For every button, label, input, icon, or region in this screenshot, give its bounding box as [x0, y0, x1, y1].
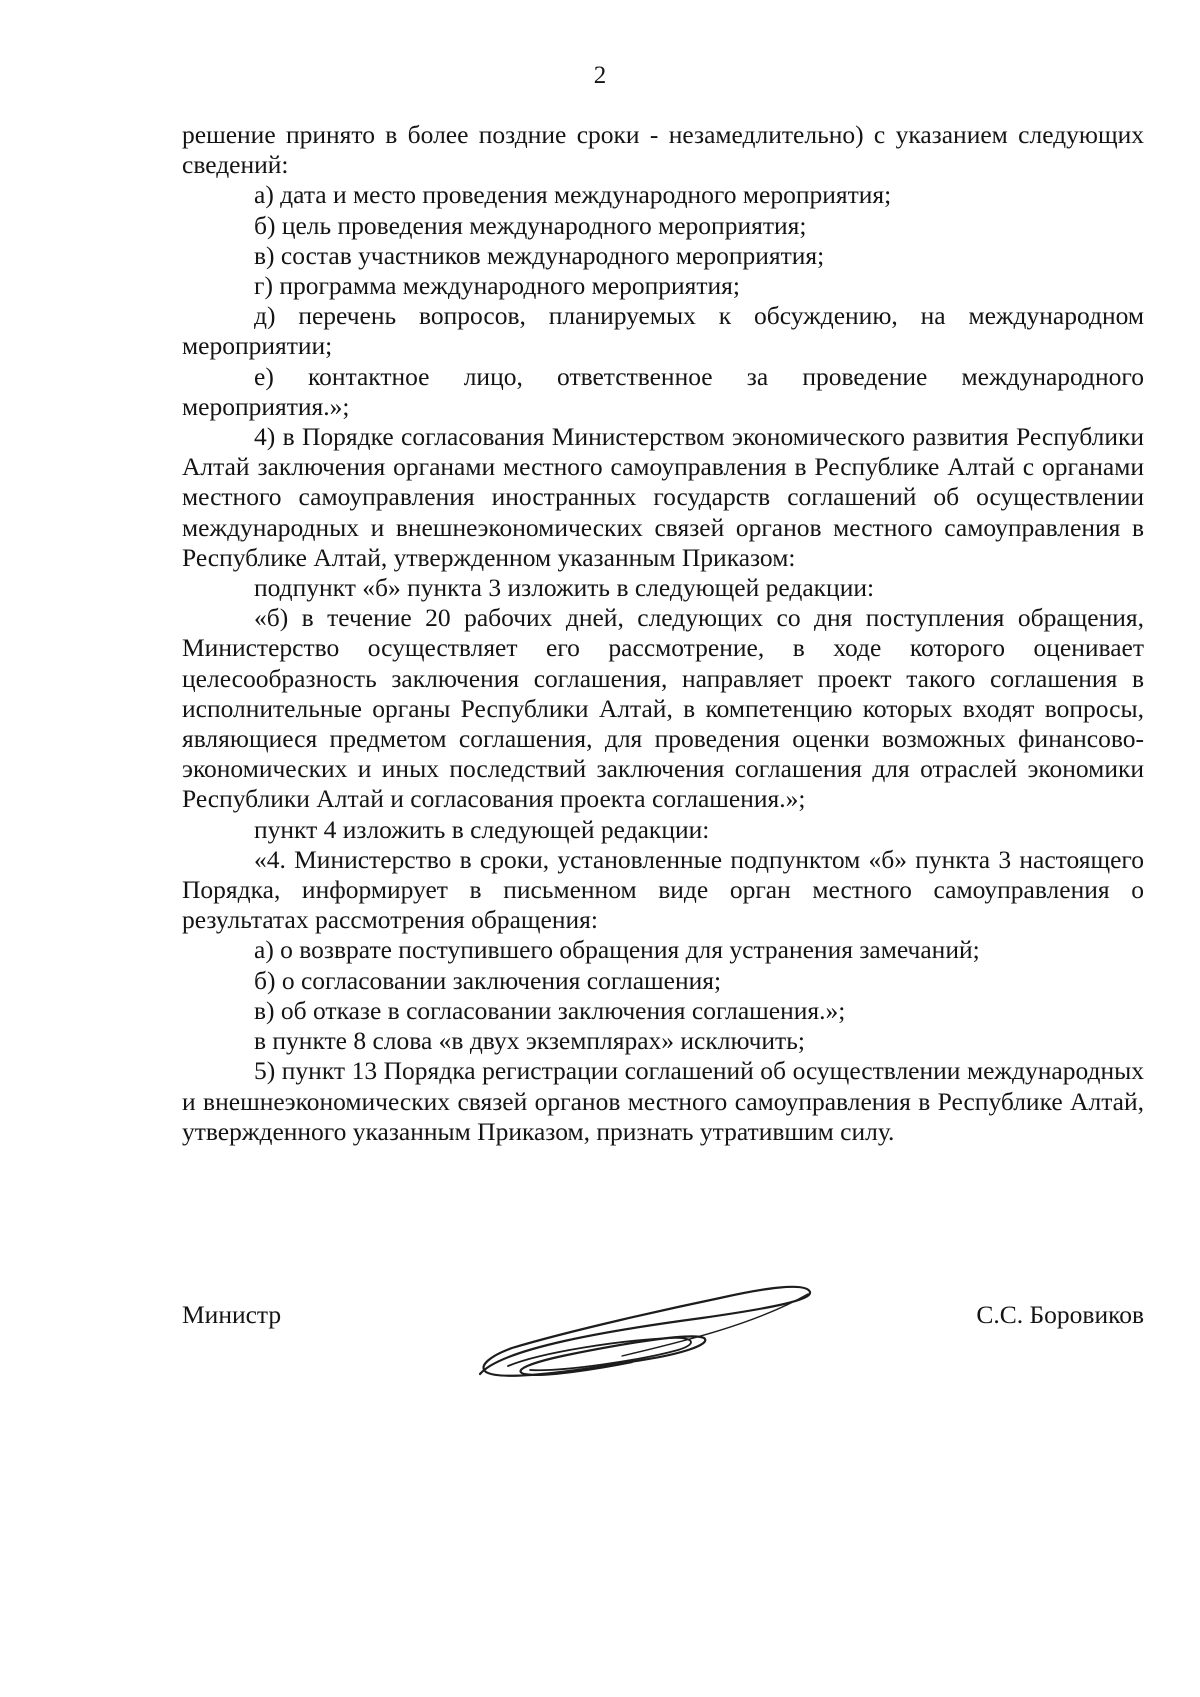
signatory-name: С.С. Боровиков	[976, 1300, 1144, 1329]
signature-strokes	[480, 1287, 810, 1376]
point-8-amendment: в пункте 8 слова «в двух экземплярах» исключить;	[254, 1026, 805, 1056]
point-4-text: «4. Министерство в сроки, установленные подпунктом «б» пункта 3 настоящего Порядка, информирует в письменном виде орган местного самоуправления о результатах рассмотрения обращения:	[182, 844, 1144, 935]
subclause-b-intro: подпункт «б» пункта 3 изложить в следующей редакции:	[254, 573, 875, 603]
body-text	[182, 120, 1144, 1147]
handwritten-signature	[472, 1278, 842, 1388]
paragraph-continuation: решение принято в более поздние сроки - незамедлительно) с указанием следующих сведений:	[182, 120, 1144, 180]
page-number: 2	[593, 62, 607, 89]
signature-stroke-inner	[508, 1338, 691, 1370]
list-item-v-participants: в) состав участников международного мероприятия;	[254, 240, 825, 270]
list-item-d-issues: д) перечень вопросов, планируемых к обсуждению, на международном мероприятии;	[182, 301, 1144, 361]
clause-4-procedure: 4) в Порядке согласования Министерством экономического развития Республики Алтай заключения органами местного самоуправления в Республике Алтай с органами местного самоуправления иностранных государств соглашений об осуществлении международных и внешнеэкономических связей органов местного самоуправления в Республике Алтай, утвержденном указанным Приказом:	[182, 422, 1144, 572]
signature-block	[182, 1300, 1144, 1420]
list-item-b-purpose: б) цель проведения международного мероприятия;	[254, 210, 807, 240]
list-item-a-date-place: а) дата и место проведения международного мероприятия;	[254, 180, 892, 210]
point-4-item-a: а) о возврате поступившего обращения для устранения замечаний;	[254, 935, 980, 965]
clause-5-repeal: 5) пункт 13 Порядка регистрации соглашений об осуществлении международных и внешнеэкономических связей органов местного самоуправления в Республике Алтай, утвержденного указанным Приказом, признать утратившим силу.	[182, 1056, 1144, 1146]
list-item-g-program: г) программа международного мероприятия;	[254, 271, 740, 301]
subclause-b-text: «б) в течение 20 рабочих дней, следующих со дня поступления обращения, Министерство осуществляет его рассмотрение, в ходе которого оценивает целесообразность заключения соглашения, направляет проект такого соглашения в исполнительные органы Республики Алтай, в компетенцию которых входят вопросы, являющиеся предметом соглашения, для проведения оценки возможных финансово-экономических и иных последствий заключения соглашения для отраслей экономики Республики Алтай и согласования проекта соглашения.»;	[182, 603, 1144, 814]
point-4-item-b: б) о согласовании заключения соглашения;	[254, 965, 722, 995]
point-4-intro: пункт 4 изложить в следующей редакции:	[254, 814, 710, 844]
list-item-e-contact: е) контактное лицо, ответственное за проведение международного мероприятия.»;	[182, 361, 1144, 421]
signature-stroke-outer	[480, 1287, 810, 1376]
signatory-title: Министр	[182, 1300, 282, 1329]
point-4-item-v: в) об отказе в согласовании заключения соглашения.»;	[254, 995, 846, 1025]
